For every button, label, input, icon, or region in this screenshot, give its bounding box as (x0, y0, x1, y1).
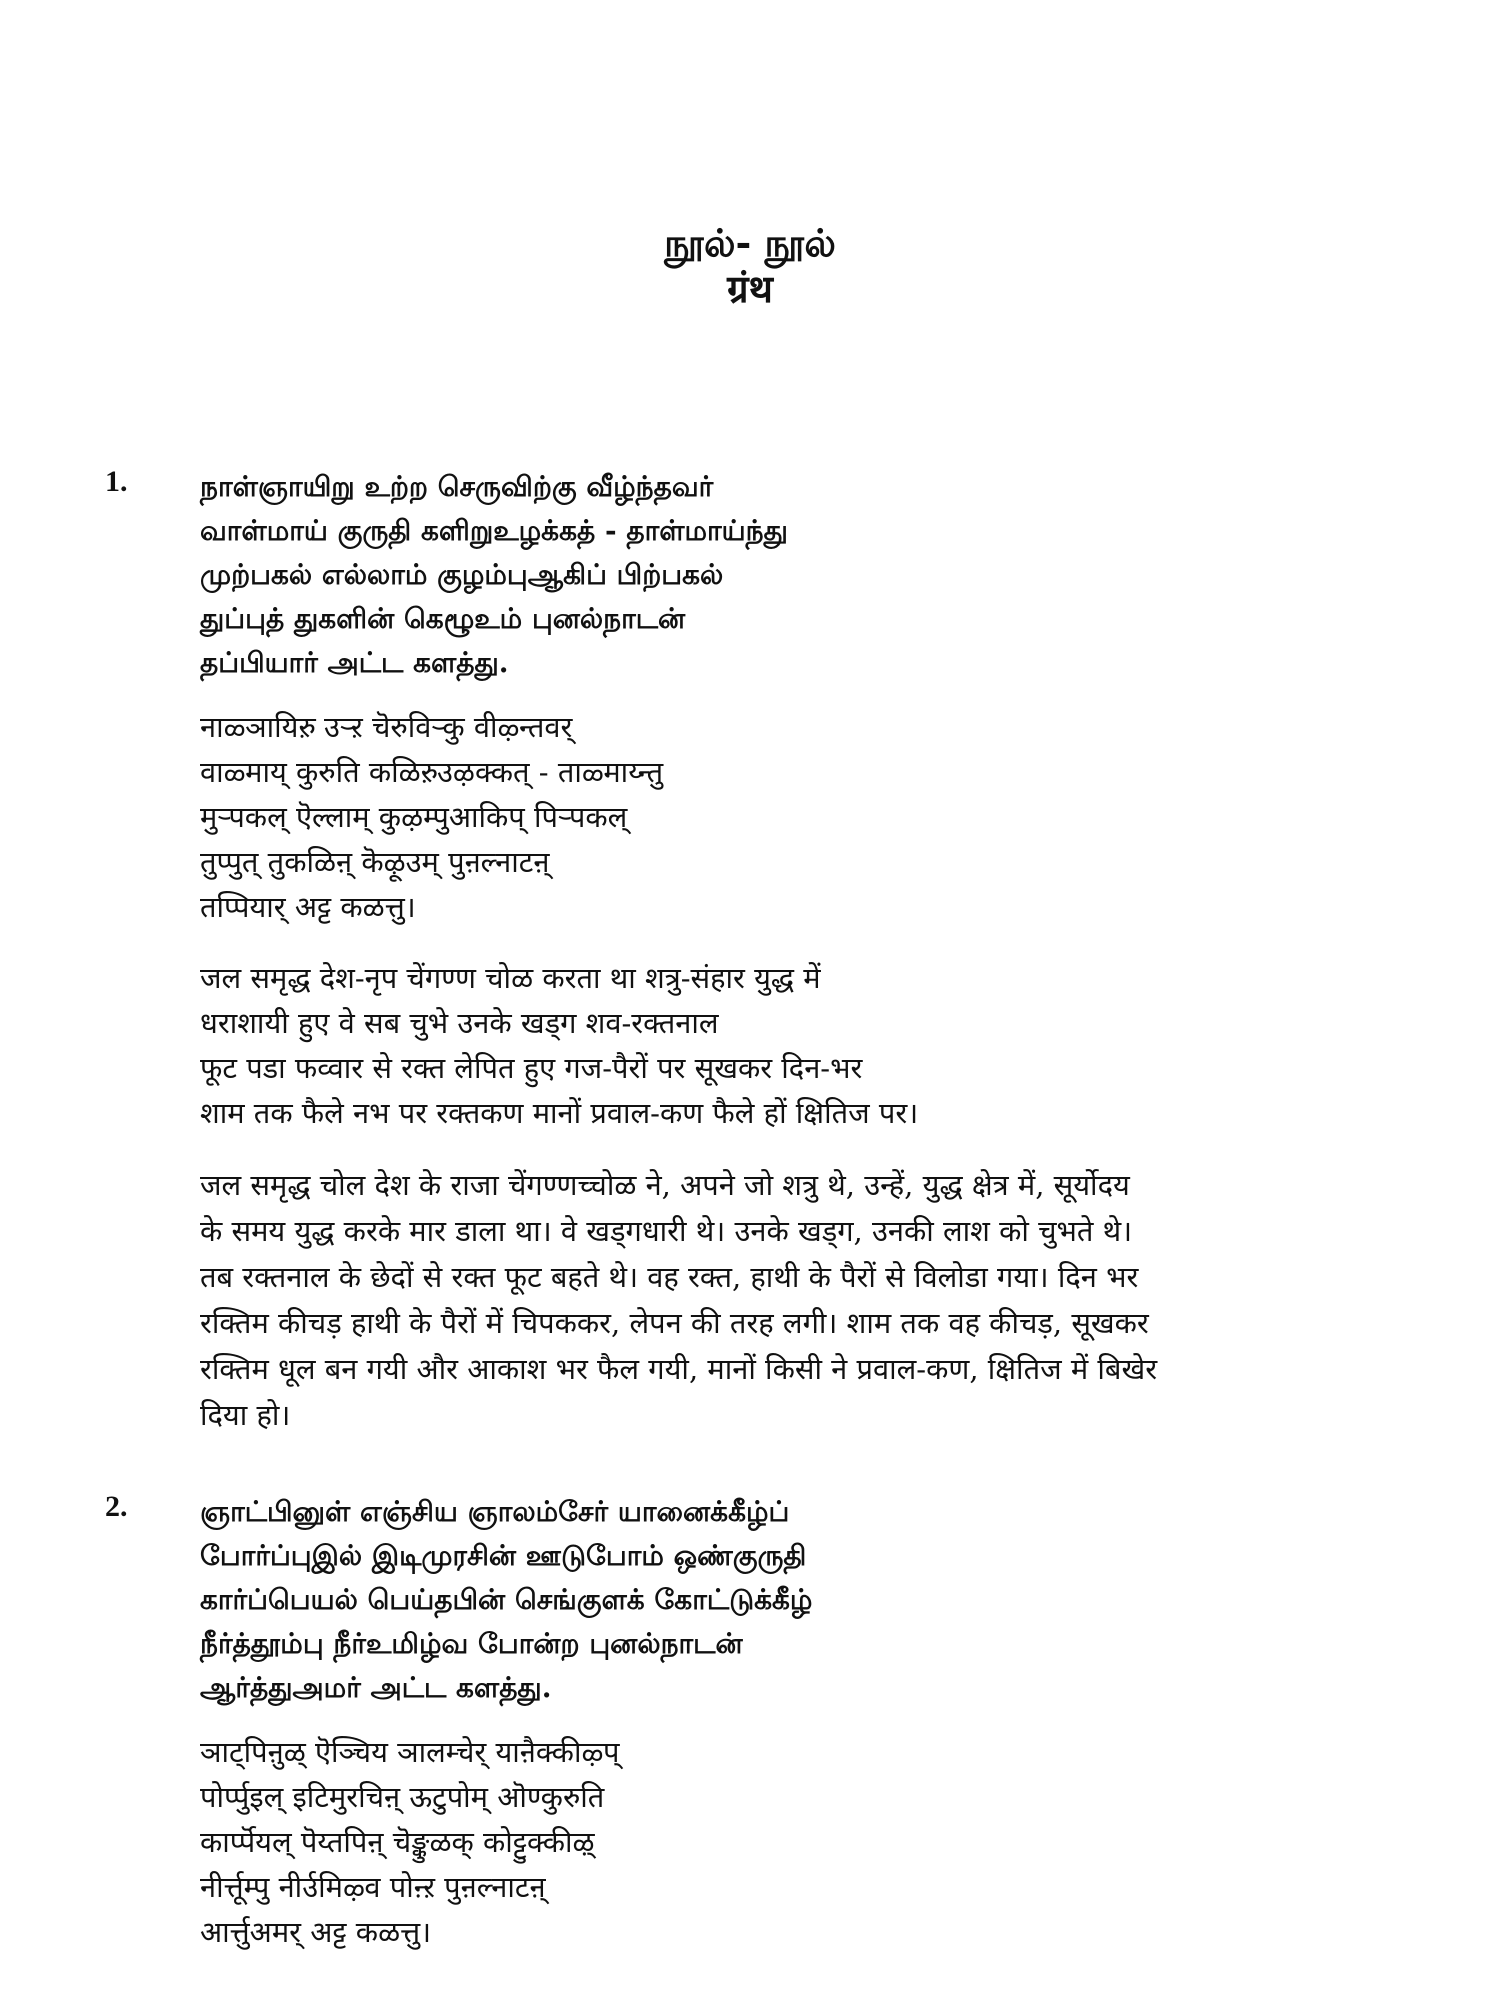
transliteration-stanza (200, 1730, 1435, 1955)
translit-line: तुप्पुत् तुकळिऩ् कॆऴूउम् पुऩल्नाटऩ् (200, 845, 550, 879)
tamil-line: ஞாட்பினுள் எஞ்சிய ஞாலம்சேர் யானைக்கீழ்ப் (200, 1495, 790, 1528)
translit-line: मुऱ्पकल् ऎल्लाम् कुऴम्पुआकिप् पिऱ्पकल् (200, 800, 628, 834)
transliteration-stanza (200, 705, 1435, 930)
tamil-line: தப்பியார் அட்ட களத்து. (200, 646, 509, 679)
tamil-line: முற்பகல் எல்லாம் குழம்புஆகிப் பிற்பகல் (200, 558, 724, 591)
tamil-line: நாள்ஞாயிறு உற்ற செருவிற்கு வீழ்ந்தவர் (200, 470, 714, 503)
prose-line: तब रक्तनाल के छेदों से रक्त फूट बहते थे। वह रक्त, हाथी के पैरों से विलोडा गया। दिन भर (200, 1260, 1139, 1294)
poem-line: शाम तक फैले नभ पर रक्तकण मानों प्रवाल-कण फैले हों क्षितिज पर। (200, 1096, 919, 1130)
hindi-poem-stanza (200, 956, 1435, 1136)
translit-line: पोर्प्पुइल् इटिमुरचिऩ् ऊटुपोम् ऒण्कुरुति (200, 1780, 605, 1814)
tamil-line: நீர்த்தூம்பு நீர்உமிழ்வ போன்ற புனல்நாடன் (200, 1627, 743, 1660)
verse-number: 2. (105, 1490, 128, 1523)
verse-1 (105, 465, 1435, 1438)
title-tamil: நூல்- நூல் (664, 220, 836, 265)
translit-line: नीर्त्तूम्पु नीर्उमिऴ्व पोऩ्ऱ पुऩल्नाटऩ् (200, 1870, 546, 1904)
tamil-stanza (200, 465, 1435, 685)
verse-number: 1. (105, 465, 128, 498)
poem-line: फूट पडा फव्वार से रक्त लेपित हुए गज-पैरों पर सूखकर दिन-भर (200, 1051, 863, 1085)
tamil-line: ஆர்த்துஅமர் அட்ட களத்து. (200, 1671, 552, 1704)
translit-line: तप्पियार् अट्ट कळत्तु। (200, 890, 416, 924)
tamil-line: கார்ப்பெயல் பெய்தபின் செங்குளக் கோட்டுக்கீழ் (200, 1583, 813, 1616)
prose-line: रक्तिम कीचड़ हाथी के पैरों में चिपककर, लेपन की तरह लगी। शाम तक वह कीचड़, सूखकर (200, 1306, 1149, 1340)
page-title (0, 220, 1500, 312)
prose-line: के समय युद्ध करके मार डाला था। वे खड्गधारी थे। उनके खड्ग, उनकी लाश को चुभते थे। (200, 1214, 1133, 1248)
prose-line: दिया हो। (200, 1398, 291, 1432)
tamil-line: துப்புத் துகளின் கெழூஉம் புனல்நாடன் (200, 602, 686, 635)
verse-2 (105, 1490, 1435, 1981)
title-hindi: ग्रंथ (727, 266, 773, 311)
tamil-line: வாள்மாய் குருதி களிறுஉழக்கத் - தாள்மாய்ந்து (200, 514, 788, 547)
tamil-line: போர்ப்புஇல் இடிமுரசின் ஊடுபோம் ஒண்குருதி (200, 1539, 807, 1572)
translit-line: कार्प्पॆयल् पॆय्तपिऩ् चॆङ्कुळक् कोट्टुक्कीऴ् (200, 1825, 595, 1859)
prose-line: जल समृद्ध चोल देश के राजा चेंगण्णच्चोळ ने, अपने जो शत्रु थे, उन्हें, युद्ध क्षेत्र में, सूर्योदय (200, 1168, 1130, 1202)
hindi-prose-paragraph (200, 1162, 1435, 1438)
prose-line: रक्तिम धूल बन गयी और आकाश भर फैल गयी, मानों किसी ने प्रवाल-कण, क्षितिज में बिखेर (200, 1352, 1158, 1386)
poem-line: धराशायी हुए वे सब चुभे उनके खड्ग शव-रक्तनाल (200, 1006, 719, 1040)
tamil-stanza (200, 1490, 1435, 1710)
translit-line: वाळ्माय् कुरुति कळिऱुउऴक्कत् - ताळ्माय्न्तु (200, 755, 664, 789)
translit-line: नाळ्ञायिऱु उऱ्ऱ चॆरुविऱ्कु वीऴ्न्तवर् (200, 710, 573, 744)
translit-line: आर्त्तुअमर् अट्ट कळत्तु। (200, 1915, 432, 1949)
poem-line: जल समृद्ध देश-नृप चेंगण्ण चोळ करता था शत्रु-संहार युद्ध में (200, 961, 821, 995)
translit-line: ञाट्पिऩुळ् ऎञ्चिय ञालम्चेर् याऩैक्कीऴ्प् (200, 1735, 620, 1769)
